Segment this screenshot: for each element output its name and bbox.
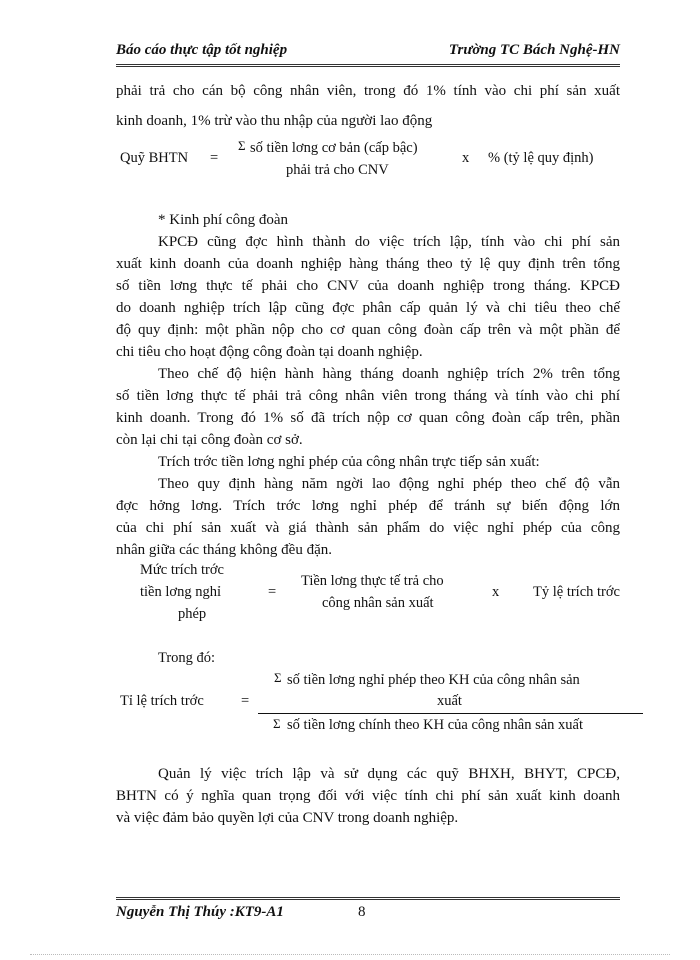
kpcd-p1-line6: chi tiêu cho hoạt động công đoàn tại doanh nghiệp. [116,344,423,360]
formula3-denominator: số tiền lơng chính theo KH của công nhân sản xuất [287,717,583,733]
formula2-times: x [492,584,500,600]
formula3-equals: = [241,693,250,709]
formula3-numerator-line2: xuất [437,693,462,709]
formula2-rhs: Tỷ lệ trích trớc [533,584,620,600]
formula3-numerator-line1: số tiền lơng nghỉ phép theo KH của công nhân sản [287,672,580,688]
kpcd-p2-line4: còn lại chi tại công đoàn cơ sở. [116,432,303,448]
kpcd-p2-line2: số tiền lơng thực tế phải trả công nhân viên trong tháng và tính vào chi phí [116,388,620,404]
intro-line-1: phải trả cho cán bộ công nhân viên, trong đó 1% tính vào chi phí sản xuất [116,83,620,99]
header-rule [116,64,620,67]
kpcd-p2-line1: Theo chế độ hiện hành hàng tháng doanh nghiệp trích 2% trên tổng [158,366,620,382]
kpcd-p4-line1: Theo quy định hàng năm ngời lao động nghỉ phép theo chế độ vẫn [158,476,620,492]
formula1-lhs: Quỹ BHTN [120,150,189,166]
formula2-equals: = [268,584,277,600]
formula1-sigma: Σ [238,138,246,153]
formula3-fraction-bar [258,713,643,714]
header-school-name: Trường TC Bách Nghệ-HN [448,42,620,58]
formula2-lhs-line3: phép [178,606,207,622]
footer-rule [116,897,620,900]
kpcd-p4-line4: nhân giữa các tháng không đều đặn. [116,542,332,558]
kpcd-p3: Trích trớc tiền lơng nghỉ phép của công nhân trực tiếp sản xuất: [158,454,540,470]
formula1-times: x [462,150,470,166]
kpcd-p1-line1: KPCĐ cũng đợc hình thành do việc trích lập, tính vào chi phí sản [158,234,620,250]
formula2-lhs-line2: tiền lơng nghỉ [140,584,221,600]
formula3-lhs: Tỉ lệ trích trớc [120,693,204,709]
formula3-intro: Trong đó: [158,650,216,666]
formula1-numerator: số tiền lơng cơ bản (cấp bậc) [250,140,418,156]
formula1-denominator: phải trả cho CNV [286,162,389,178]
kpcd-p1-line5: độ quy định: một phần nộp cho cơ quan công đoàn cấp trên và một phần để [116,322,620,338]
kpcd-p4-line2: đợc hởng lơng. Trích trớc lơng nghỉ phép để tránh sự biến động lớn [116,498,620,514]
formula1-equals: = [210,150,219,166]
kpcd-p2-line3: kinh doanh. Trong đó 1% số đã trích nộp cơ quan công đoàn cấp trên, phần [116,410,620,426]
formula3-den-sigma: Σ [273,716,281,731]
formula1-rhs: % (tỷ lệ quy định) [488,150,594,166]
kpcd-p1-line3: số tiền lơng thực tế phải cho CNV của doanh nghiệp trong tháng. KPCĐ [116,278,620,294]
formula2-lhs-line1: Mức trích trớc [140,562,224,578]
kpcd-title: * Kinh phí công đoàn [158,212,288,228]
page-number: 8 [358,904,366,920]
page-header [116,42,620,64]
page-edge-dotted-line [30,954,670,955]
kpcd-p4-line3: của chi phí sản xuất và giá thành sản phẩm do việc nghỉ phép của công [116,520,620,536]
kpcd-p1-line4: do doanh nghiệp trích lập cũng đợc phân cấp quản lý và chi tiêu theo chế [116,300,620,316]
kpcd-p1-line2: xuất kinh doanh của doanh nghiệp hàng tháng theo tỷ lệ quy định trên tổng [116,256,620,272]
footer-author: Nguyễn Thị Thúy :KT9-A1 [116,904,284,920]
closing-line1: Quản lý việc trích lập và sử dụng các quỹ BHXH, BHYT, CPCĐ, [158,766,620,782]
closing-line2: BHTN có ý nghĩa quan trọng đối với việc tính chi phí sản xuất kinh doanh [116,788,620,804]
formula2-denominator: công nhân sản xuất [322,595,434,611]
formula2-numerator: Tiền lơng thực tế trả cho [301,573,444,589]
formula3-num-sigma: Σ [274,670,282,685]
closing-line3: và việc đảm bảo quyền lợi của CNV trong doanh nghiệp. [116,810,459,826]
intro-line-2: kinh doanh, 1% trừ vào thu nhập của người lao động [116,113,433,129]
header-report-title: Báo cáo thực tập tốt nghiệp [116,42,288,58]
